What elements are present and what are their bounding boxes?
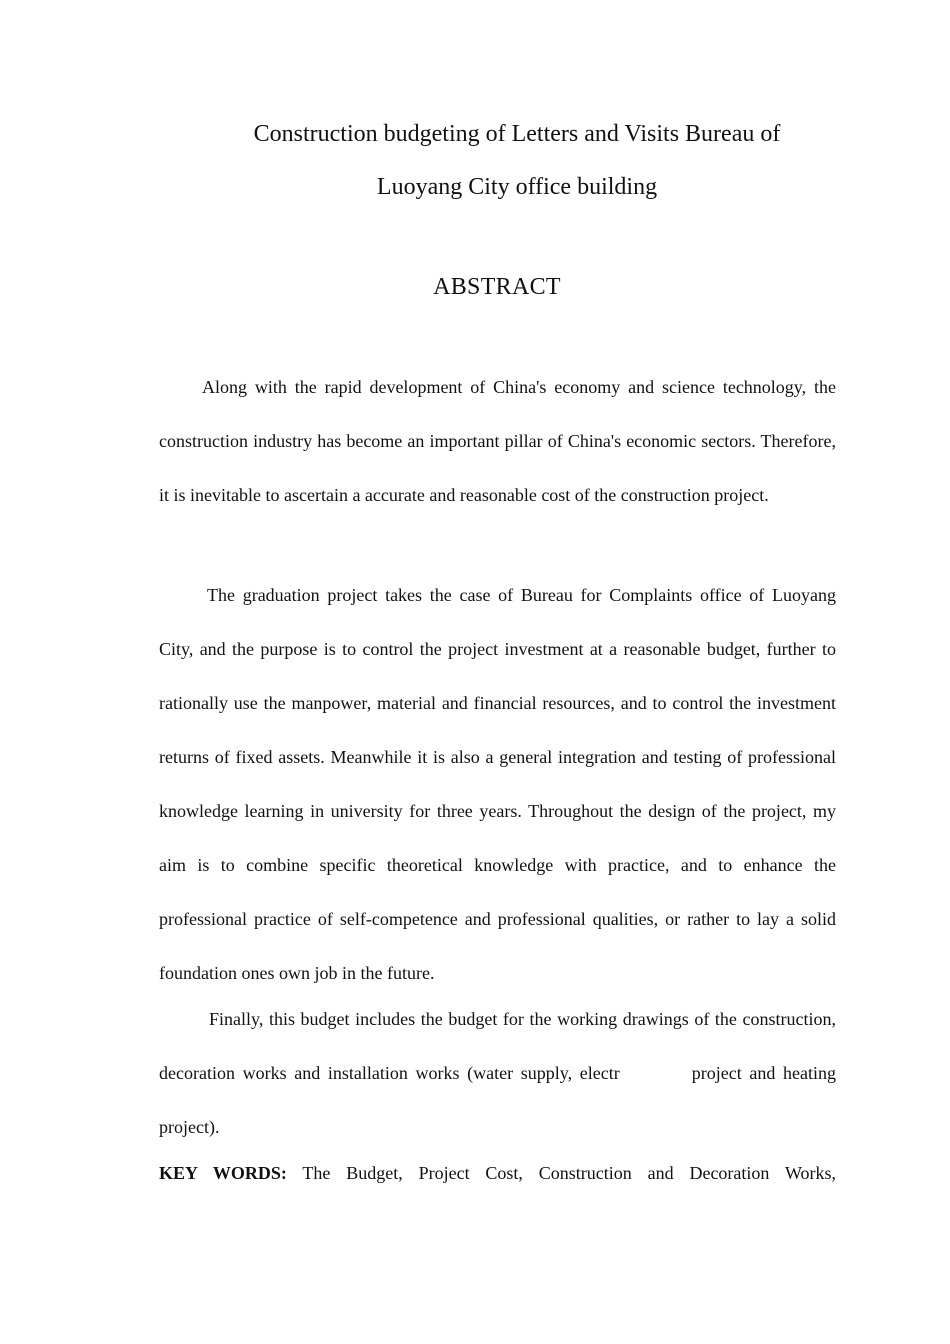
abstract-paragraph-1: Along with the rapid development of China's economy and science technology, the construction industry has become an important pillar of China's economic sectors. Therefore, it is inevitable to ascertain a accurate and reasonable cost of the construction project. xyxy=(159,377,836,505)
keywords-text: The Budget, Project Cost, Construction and Decoration Works, xyxy=(302,1163,836,1183)
keywords-label: KEY WORDS: xyxy=(159,1163,287,1183)
title-line-2: Luoyang City office building xyxy=(376,174,658,200)
keywords-line xyxy=(159,1146,836,1200)
abstract-heading: ABSTRACT xyxy=(433,274,561,300)
abstract-paragraph-3: Finally, this budget includes the budget for the working drawings of the construction, decoration works and installation works (water supply, electr project and heating project). xyxy=(159,1009,836,1137)
abstract-paragraph-2: The graduation project takes the case of Bureau for Complaints office of Luoyang City, and the purpose is to control the project investment at a reasonable budget, further to rationally use the manpower, material and financial resources, and to control the investment returns of fixed assets. Meanwhile it is also a general integration and testing of professional knowledge learning in university for three years. Throughout the design of the project, my aim is to combine specific theoretical knowledge with practice, and to enhance the professional practice of self-competence and professional qualities, or rather to lay a solid foundation ones own job in the future. xyxy=(159,585,836,983)
title-line-1: Construction budgeting of Letters and Visits Bureau of xyxy=(253,121,781,147)
